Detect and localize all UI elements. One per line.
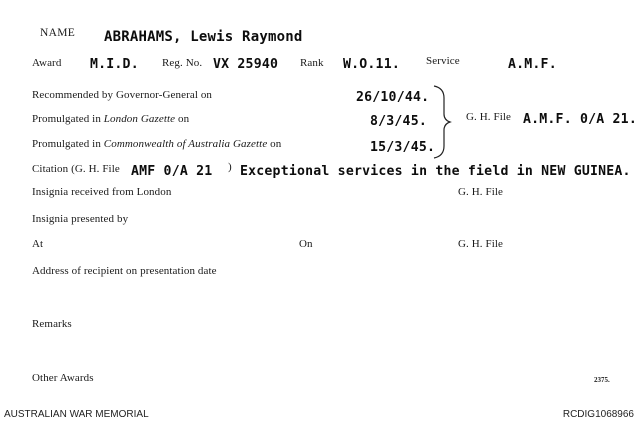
insignia-received-label: Insignia received from London — [32, 186, 172, 198]
service-value: A.M.F. — [508, 57, 557, 72]
london-gazette-value: 8/3/45. — [370, 114, 427, 129]
insignia-presented-label: Insignia presented by — [32, 213, 129, 225]
at-gh-label: G. H. File — [458, 238, 503, 250]
at-label: At — [32, 238, 44, 250]
footer-record-id: RCDIG1068966 — [562, 409, 634, 420]
form-number: 2375. — [594, 376, 610, 384]
rank-value: W.O.11. — [343, 57, 400, 72]
gh-file-value: A.M.F. 0/A 21. — [523, 112, 637, 127]
gh-file-label: G. H. File — [466, 111, 511, 123]
recommended-value: 26/10/44. — [356, 90, 430, 105]
commonwealth-gazette-value: 15/3/45. — [370, 140, 436, 155]
insignia-received-gh-label: G. H. File — [458, 186, 503, 198]
citation-label: Citation (G. H. File — [32, 163, 120, 175]
citation-close-paren: ) — [228, 161, 232, 173]
other-awards-label: Other Awards — [32, 372, 94, 384]
citation-file-value: AMF 0/A 21 — [131, 164, 213, 179]
recommended-label: Recommended by Governor-General on — [32, 89, 213, 101]
regno-value: VX 25940 — [213, 57, 279, 72]
commonwealth-gazette-label: Promulgated in Commonwealth of Australia Gazette on — [32, 138, 282, 150]
name-label: NAME — [40, 27, 76, 39]
rank-label: Rank — [300, 57, 324, 69]
footer-archive-name: AUSTRALIAN WAR MEMORIAL — [4, 409, 149, 420]
london-gazette-label: Promulgated in London Gazette on — [32, 113, 190, 125]
service-label: Service — [426, 55, 460, 67]
regno-label: Reg. No. — [162, 57, 203, 69]
award-label: Award — [32, 57, 62, 69]
award-value: M.I.D. — [90, 57, 139, 72]
date-group-brace — [432, 82, 456, 162]
address-label: Address of recipient on presentation date — [32, 265, 217, 277]
citation-text: Exceptional services in the field in NEW GUINEA. — [240, 164, 631, 179]
name-value: ABRAHAMS, Lewis Raymond — [104, 29, 303, 45]
on-label: On — [299, 238, 313, 250]
remarks-label: Remarks — [32, 318, 72, 330]
